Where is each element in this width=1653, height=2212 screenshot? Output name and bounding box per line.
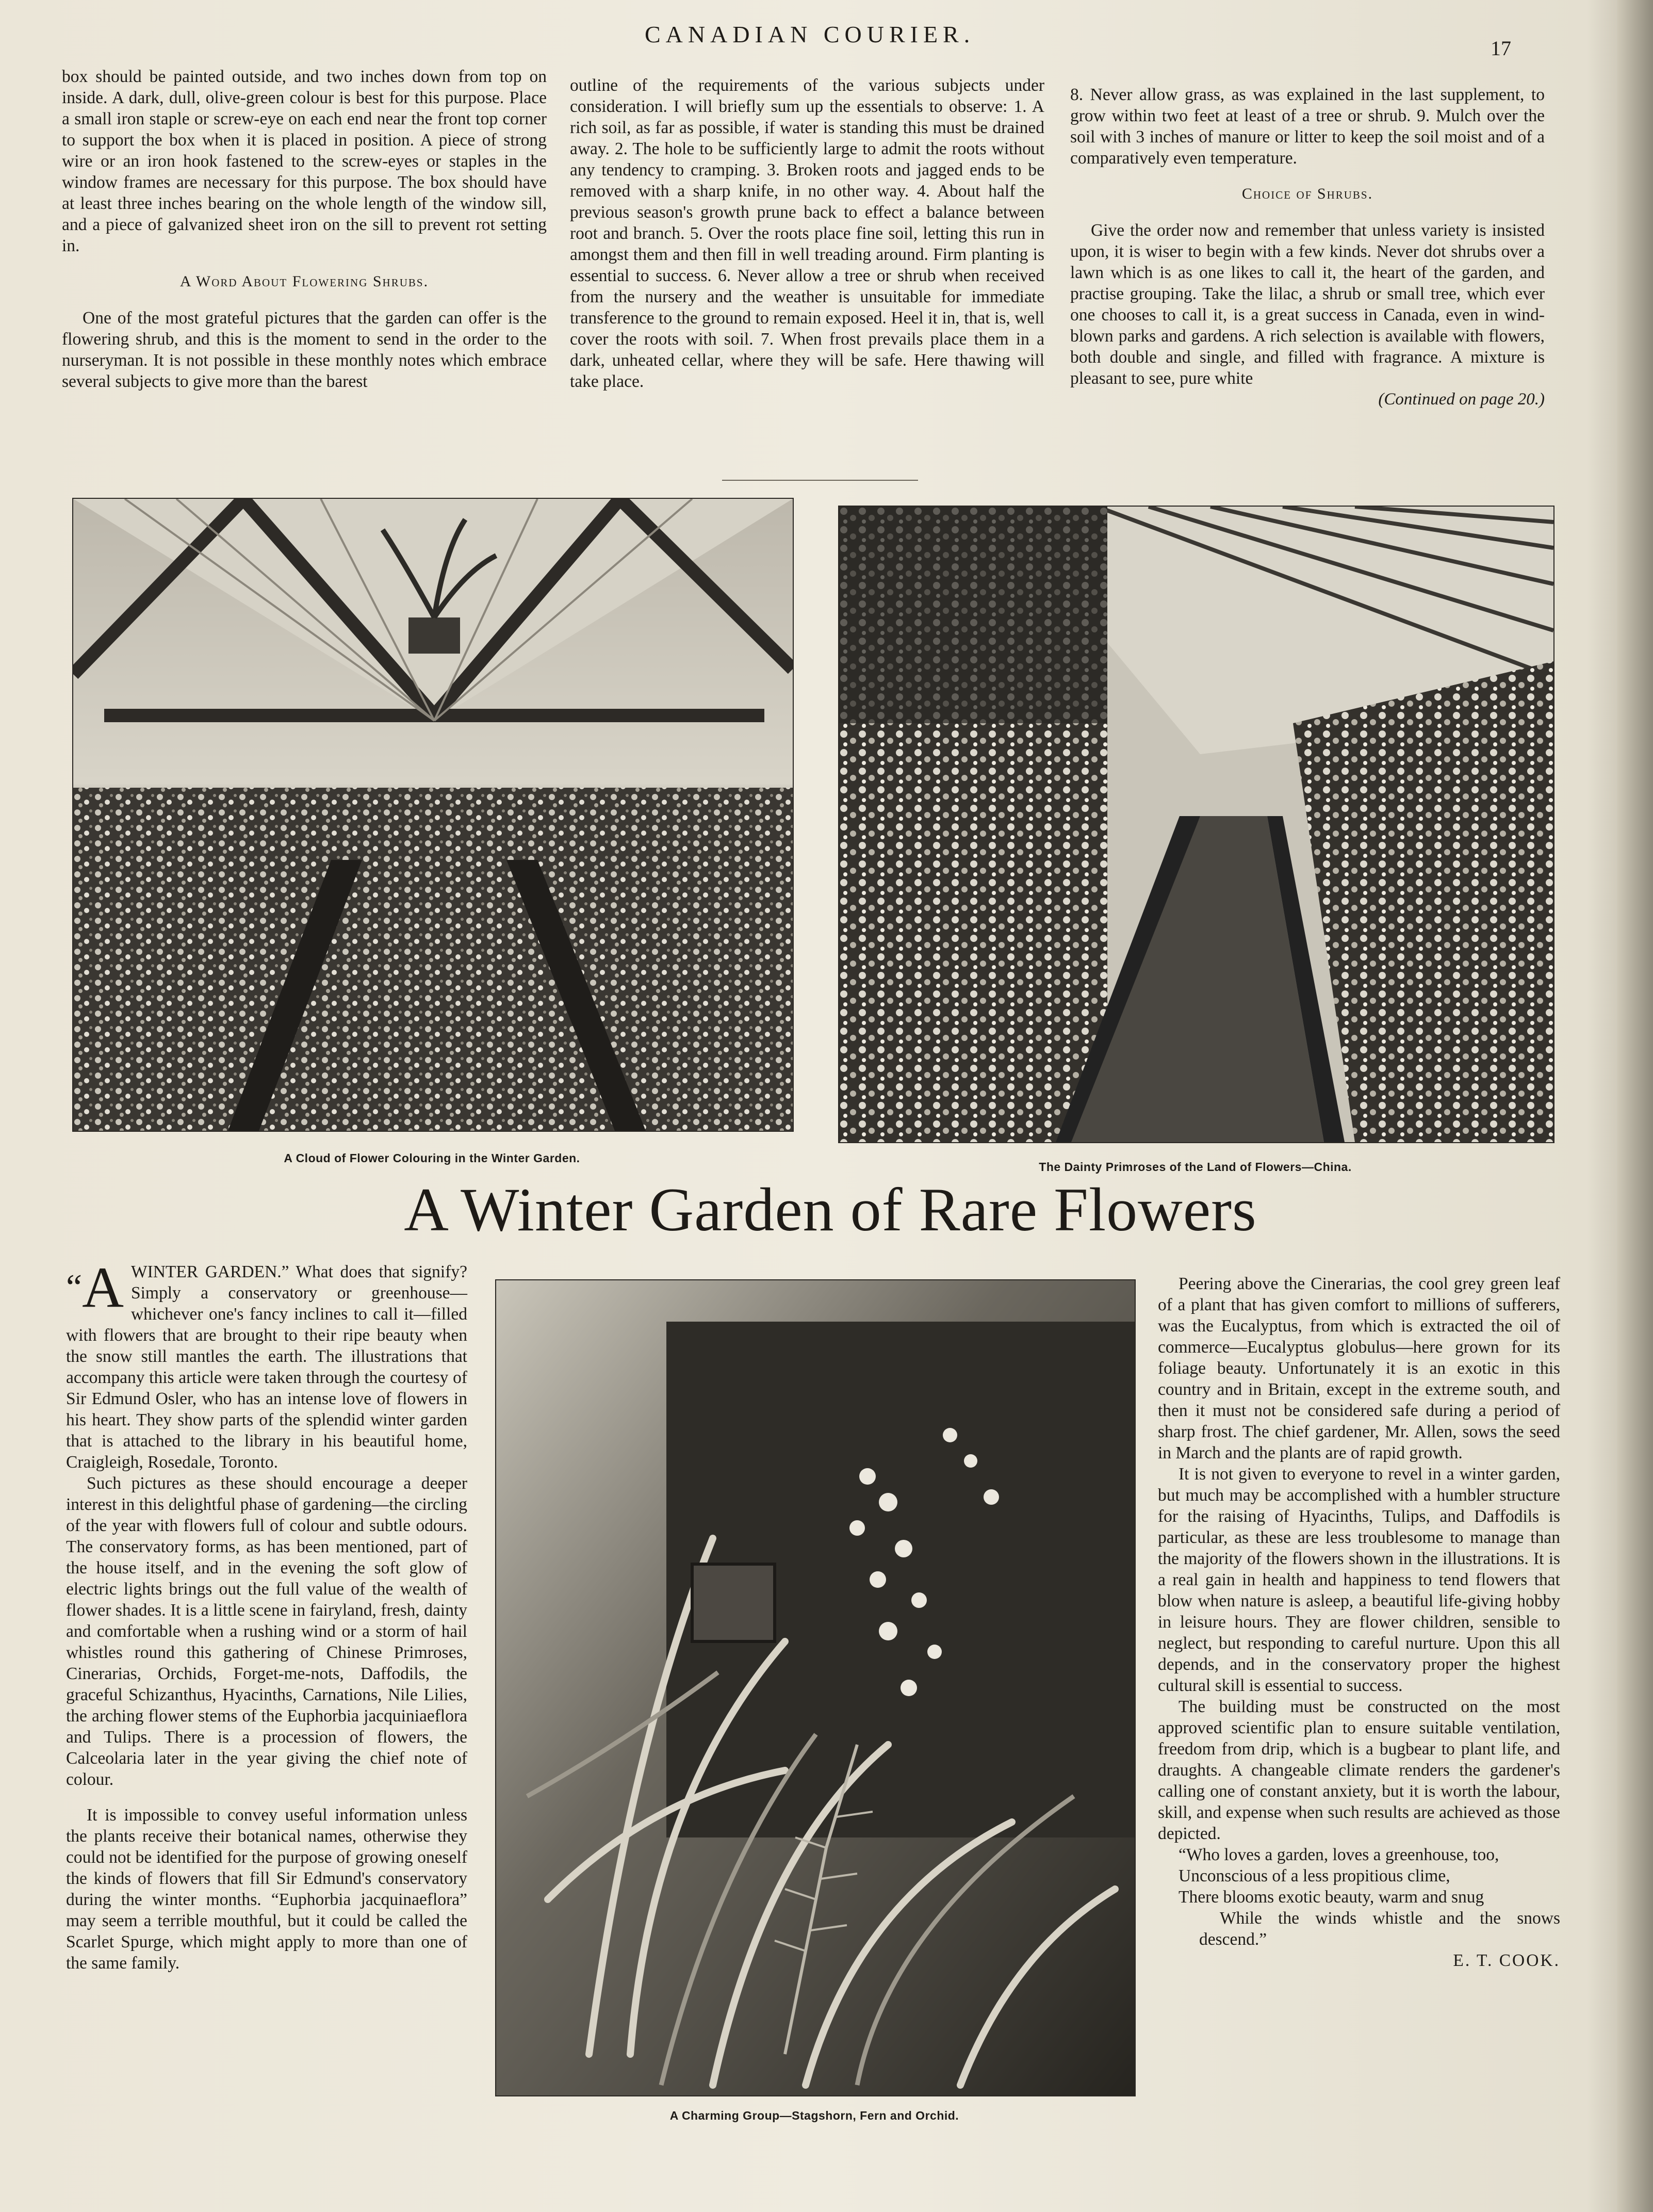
- photo-caption-center: A Charming Group—Stagshorn, Fern and Orchid.: [669, 2109, 959, 2122]
- paragraph: Such pictures as these should encourage a deeper interest in this delightful phase of gardening—the circling of the year with flowers full of colour and subtle odours. The conservatory forms, as has been mentioned, part of the house itself, and in the evening the soft glow of electric lights brings out the full value of the wealth of flower shades. It is a little scene in fairyland, fresh, dainty and comfortable when a rushing wind or a storm of hail whistles round this gathering of Chinese Primroses, Cinerarias, Orchids, Forget-me-nots, Daffodils, the graceful Schizanthus, Hyacinths, Carnations, Nile Lilies, the arching flower stems of the Euphorbia jacquiniaeflora and Tulips. There is a procession of flowers, the Calceolaria later in the year giving the chief note of colour.: [66, 1474, 467, 1789]
- article-headline: A Winter Garden of Rare Flowers: [404, 1175, 1257, 1244]
- greenhouse-photo: [73, 499, 793, 1131]
- running-head: CANADIAN COURIER.: [645, 21, 975, 47]
- paragraph: box should be painted outside, and two inches down from top on inside. A dark, dull, olive-green colour is best for this purpose. Place a small iron staple or screw-eye on each end near the front top corner to support the box when it is placed in position. A piece of strong wire or an iron hook fastened to the screw-eyes or staples in the window frames are necessary for this purpose. The box should have at least three inches bearing on the whole length of the window sill, and a piece of galvanized sheet iron on the sill to prevent rot setting in.: [62, 67, 547, 255]
- photo-winter-garden: [72, 498, 794, 1132]
- top-column-2: [570, 75, 1044, 392]
- paragraph: “A WINTER GARDEN.” What does that signify? Simply a conservatory or greenhouse—whichever one's fancy inclines to call it—filled with flowers that are brought to their ripe beauty when the snow still mantles the earth. The illustrations that accompany this article were taken through the courtesy of Sir Edmund Osler, who has an intense love of flowers in his heart. They show parts of the splendid winter garden that is attached to the library in his beautiful home, Craigleigh, Rosedale, Toronto.: [66, 1256, 467, 1472]
- section-heading: Choice of Shrubs.: [1241, 185, 1373, 202]
- paragraph: It is impossible to convey useful information unless the plants receive their botanical names, otherwise they could not be identified for the purpose of growing oneself the kinds of flowers that fill Sir Edmund's conservatory during the winter months. “Euphorbia jacquinaeflora” may seem a terrible mouthful, but it could be called the Scarlet Spurge, which might apply to more than one of the same family.: [66, 1806, 467, 1973]
- poem-line: While the winds whistle and the snows descend.” E. T. COOK.: [1199, 1909, 1560, 1970]
- top-column-3: [1070, 84, 1545, 410]
- paragraph: Peering above the Cinerarias, the cool grey green leaf of a plant that has given comfort to millions of sufferers, was the Eucalyptus, from which is extracted the oil of commerce—Eucalyptus globulus—here grown for its foliage beauty. Unfortunately it is an exotic in this country and in Britain, except in the extreme south, and then it must not be considered safe during a period of sharp frost. The chief gardener, Mr. Allen, sows the seed in March and the plants are of rapid growth.: [1158, 1274, 1560, 1462]
- poem-line: Unconscious of a less propitious clime,: [1179, 1866, 1450, 1885]
- page-edge: [1617, 0, 1653, 2212]
- photo-primroses: [838, 506, 1554, 1143]
- poem-line: There blooms exotic beauty, warm and snug: [1179, 1888, 1484, 1907]
- paragraph: Give the order now and remember that unless variety is insisted upon, it is wiser to begin with a few kinds. Never dot shrubs over a lawn which is as one likes to call it, the heart of the garden, and practise grouping. Take the lilac, a shrub or small tree, which ever one chooses to call it, is a great success in Canada, even in wind-blown parks and gardens. A rich selection is available with flowers, both double and single, and filled with fragrance. A mixture is pleasant to see, pure white: [1070, 221, 1545, 388]
- photo-caption-left: A Cloud of Flower Colouring in the Winter Garden.: [284, 1151, 580, 1165]
- orchid-fern-photo: [496, 1280, 1135, 2095]
- section-heading: A Word About Flowering Shrubs.: [179, 273, 429, 290]
- top-column-1: [62, 66, 547, 392]
- paragraph: One of the most grateful pictures that the garden can offer is the flowering shrub, and this is the moment to send in the order to the nurseryman. It is not possible in these monthly notes which embrace several subjects to give more than the barest: [62, 308, 547, 391]
- photo-orchid-group: [495, 1279, 1136, 2096]
- page-number: 17: [1491, 37, 1511, 60]
- drop-cap: “A: [66, 1256, 124, 1320]
- author-signature: E. T. COOK.: [1453, 1951, 1560, 1970]
- paragraph: 8. Never allow grass, as was explained in the last supplement, to grow within two feet at least of a tree or shrub. 9. Mulch over the soil with 3 inches of manure or litter to keep the soil moist and of a comparatively even temperature.: [1070, 85, 1545, 168]
- article-column-right: [1158, 1273, 1560, 1971]
- primrose-greenhouse-photo: [839, 507, 1553, 1142]
- continued-note: (Continued on page 20.): [1378, 390, 1545, 409]
- paragraph: It is not given to everyone to revel in a winter garden, but much may be accomplished with a humbler structure for the raising of Hyacinths, Tulips, and Daffodils is particular, as these are less troublesome to manage than the majority of the flowers shown in the illustrations. It is a real gain in health and happiness to tend flowers that blow when nature is asleep, a beautiful life-giving hobby in leisure hours. They are flower children, sensible to neglect, but responding to careful nurture. Upon this all depends, and in the conservatory proper the highest cultural skill is essential to success.: [1158, 1465, 1560, 1695]
- article-column-left: [66, 1256, 467, 1974]
- paragraph: The building must be constructed on the most approved scientific plan to ensure suitable ventilation, freedom from drip, which is a bugbear to plant life, and draughts. A changeable climate renders the gardener's calling one of constant anxiety, but it is worth the labour, skill, and expense when such results are achieved as those depicted.: [1158, 1697, 1560, 1843]
- paragraph: outline of the requirements of the various subjects under consideration. I will briefly sum up the essentials to observe: 1. A rich soil, as far as possible, if water is standing this must be drained away. 2. The hole to be sufficiently large to admit the roots without any tendency to cramping. 3. Broken roots and jagged ends to be removed with a sharp knife, in no other way. 4. About half the previous season's growth prune back to effect a balance between root and branch. 5. Over the roots place fine soil, letting this run in amongst them and then fill in well treading around. Firm planting is essential to success. 6. Never allow a tree or shrub when received from the nursery and the weather is unsuitable for immediate transference to the ground to remain exposed. Heel it in, that is, well cover the roots with soil. 7. When frost prevails place them in a dark, unheated cellar, where they will be safe. Here thawing will take place.: [570, 76, 1044, 391]
- divider-rule: [722, 480, 918, 481]
- poem-line: “Who loves a garden, loves a greenhouse, too,: [1179, 1845, 1499, 1864]
- poem: [1158, 1844, 1560, 1970]
- photo-caption-right: The Dainty Primroses of the Land of Flowers—China.: [1039, 1160, 1352, 1174]
